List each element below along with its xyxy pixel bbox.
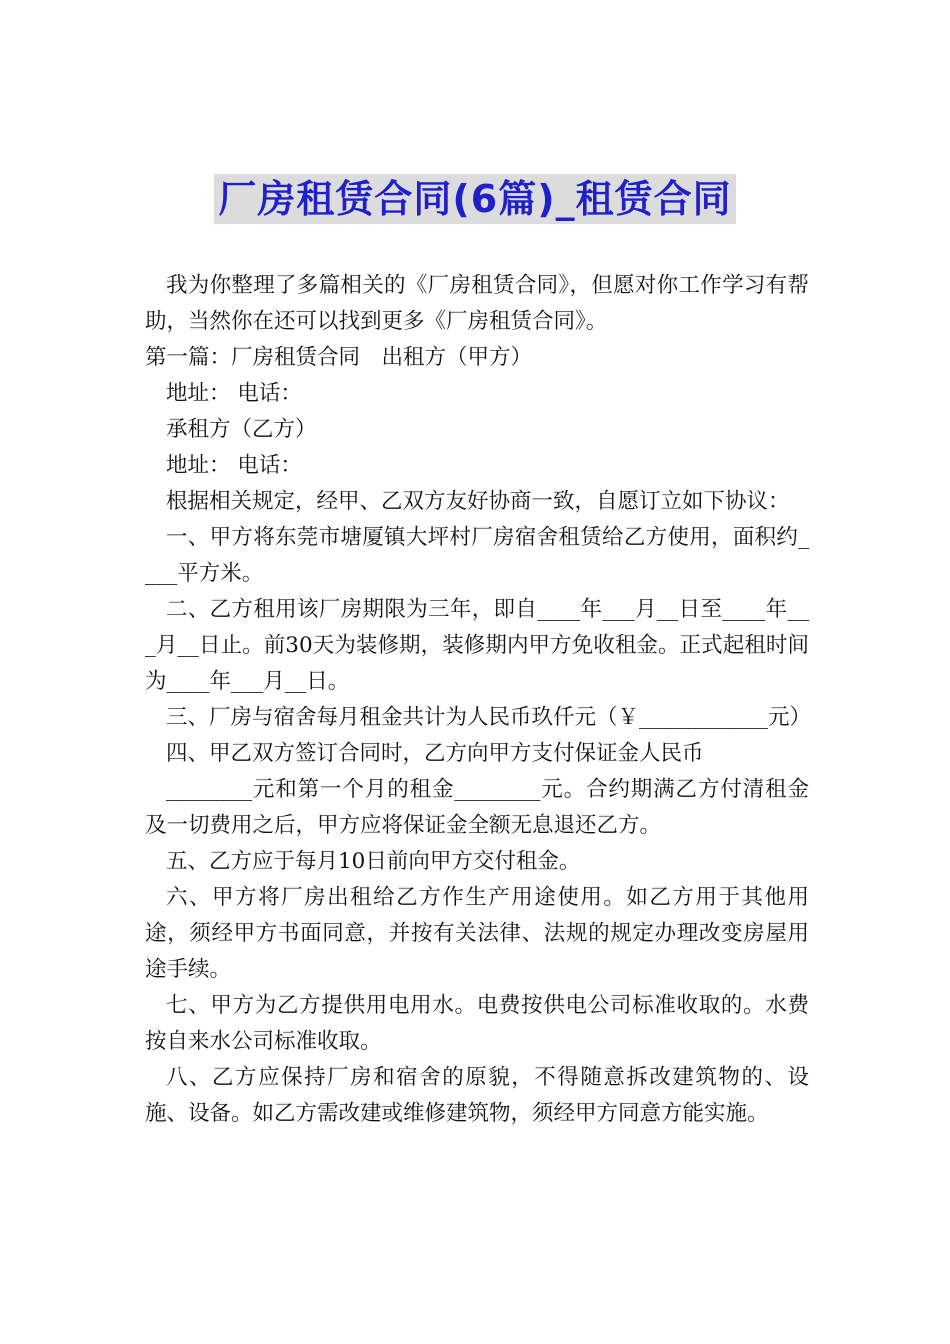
clause-5: 五、乙方应于每月10日前向甲方交付租金。 (166, 849, 581, 874)
section-heading: 第一篇：厂房租赁合同 出租方（甲方） (145, 345, 533, 370)
clause-4-line-1: 四、甲乙双方签订合同时，乙方向甲方支付保证金人民币 (166, 741, 704, 766)
lessee-address-line: 地址： 电话： (166, 453, 302, 478)
agreement-preamble: 根据相关规定，经甲、乙双方友好协商一致，自愿订立如下协议： (166, 489, 790, 514)
clause-1: 一、甲方将东莞市塘厦镇大坪村厂房宿舍租赁给乙方使用，面积约____平方米。 (145, 525, 809, 586)
document-title: 厂房租赁合同(6篇)_租赁合同 (214, 174, 735, 224)
lessee-label: 承租方（乙方） (166, 417, 317, 442)
clause-8: 八、乙方应保持厂房和宿舍的原貌，不得随意拆改建筑物的、设施、设备。如乙方需改建或维修建筑物，须经甲方同意方能实施。 (145, 1065, 809, 1126)
clause-4-line-2: ________元和第一个月的租金________元。合约期满乙方付清租金及一切费用之后，甲方应将保证金全额无息退还乙方。 (145, 777, 809, 838)
clause-7: 七、甲方为乙方提供用电用水。电费按供电公司标准收取的。水费按自来水公司标准收取。 (145, 993, 809, 1054)
clause-6: 六、甲方将厂房出租给乙方作生产用途使用。如乙方用于其他用途，须经甲方书面同意，并按有关法律、法规的规定办理改变房屋用途手续。 (145, 885, 809, 982)
clause-2: 二、乙方租用该厂房期限为三年，即自____年___月__日至____年___月__日止。前30天为装修期，装修期内甲方免收租金。正式起租时间为____年___月__日。 (145, 597, 809, 694)
title-container (0, 174, 950, 224)
intro-paragraph: 我为你整理了多篇相关的《厂房租赁合同》，但愿对你工作学习有帮助，当然你在还可以找到更多《厂房租赁合同》。 (145, 273, 809, 334)
lessor-address-line: 地址： 电话： (166, 381, 302, 406)
clause-3: 三、厂房与宿舍每月租金共计为人民币玖仟元（￥____________元） (166, 705, 812, 730)
document-body (145, 268, 812, 1132)
